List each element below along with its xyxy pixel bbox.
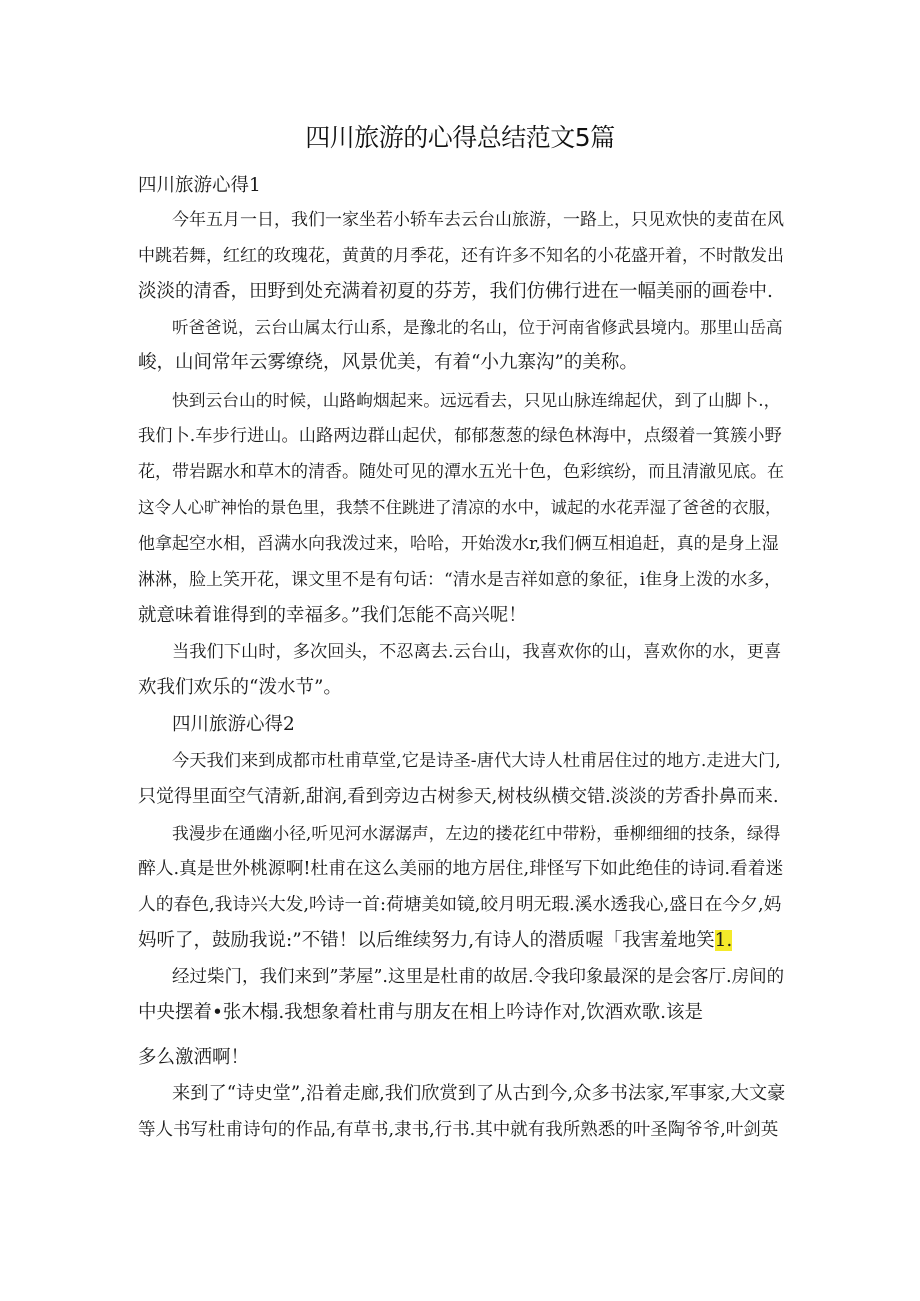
highlighted-text: 1. xyxy=(714,930,733,951)
paragraph-line: 欢我们欢乐的“泼水节”。 xyxy=(138,677,342,698)
paragraph-line: 中央摆着•张木榻.我想象着杜甫与朋友在相上吟诗作对,饮酒欢歌.该是 xyxy=(138,1002,704,1023)
paragraph-line: 当我们下山时，多次回头，不忍离去.云台山，我喜欢你的山，喜欢你的水，更喜 xyxy=(172,642,782,662)
paragraph-line: 淡淡的清香，田野到处充满着初夏的芬芳，我们仿佛行进在一幅美丽的画卷中. xyxy=(138,281,773,302)
paragraph-line: 等人书写杜甫诗句的作品,有草书,隶书,行书.其中就有我所熟悉的叶圣陶爷爷,叶剑英 xyxy=(138,1120,779,1140)
paragraph-line: 今天我们来到成都市杜甫草堂,它是诗圣-唐代大诗人杜甫居住过的地方.走进大门, xyxy=(172,751,781,771)
document-title: 四川旅游的心得总结范文5篇 xyxy=(305,123,615,152)
paragraph-line: 今年五月一日，我们一家坐若小轿车去云台山旅游，一路上，只见欢快的麦苗在风 xyxy=(172,210,784,230)
paragraph-line: 他拿起空水相，舀满水向我泼过来，哈哈，开始泼水r,我们俩互相追赶，真的是身上湿 xyxy=(138,534,779,554)
paragraph-line: 这令人心旷神怡的景色里，我禁不住跳进了清凉的水中，诚起的水花弄湿了爸爸的衣服， xyxy=(138,498,782,517)
paragraph-line: 醉人.真是世外桃源啊!杜甫在这么美丽的地方居住,琲怪写下如此绝佳的诗词.看着迷 xyxy=(138,859,784,879)
section-heading: 四川旅游心得2 xyxy=(172,714,295,735)
paragraph-line: 淋淋，脸上笑开花，课文里不是有句话：“清水是吉祥如意的象征，i隹身上泼的水多， xyxy=(138,570,782,590)
paragraph-line: 听爸爸说，云台山属太行山系，是豫北的名山，位于河南省修武县境内。那里山岳高 xyxy=(172,318,783,337)
paragraph-line: 经过柴门，我们来到”茅屋”.这里是杜甫的故居.令我印象最深的是会客厅.房间的 xyxy=(172,967,785,987)
paragraph-line: 我漫步在通幽小径,听见河水潺潺声，左边的搂花红中带粉，垂柳细细的技条，绿得 xyxy=(172,823,781,843)
paragraph-line: 花，带岩踞水和草木的清香。随处可见的潭水五光十色，色彩缤纷，而且清澈见底。在 xyxy=(138,462,784,482)
paragraph-line: 多么激洒啊！ xyxy=(138,1047,250,1068)
paragraph-line: 人的春色,我诗兴大发,吟诗一首:荷塘美如镜,皎月明无瑕.溪水透我心,盛日在今夕,妈 xyxy=(138,895,782,915)
paragraph-line: 峻，山间常年云雾缭绕，风景优美，有着“小九寨沟”的美称。 xyxy=(138,352,638,373)
paragraph-line: 就意味着谁得到的幸福多。”我们怎能不高兴呢！ xyxy=(138,605,527,626)
paragraph-line: 快到云台山的时候，山路岣烟起来。远远看去，只见山脉连绵起伏，到了山脚卜.， xyxy=(172,390,781,410)
paragraph-line: 只觉得里面空气清新,甜润,看到旁边古树参天,树枝纵横交错.淡淡的芳香扑鼻而来. xyxy=(138,786,779,807)
paragraph-line: 来到了“诗史堂”,沿着走廊,我们欣赏到了从古到今,众多书法家,军事家,大文豪 xyxy=(172,1083,786,1104)
section-heading: 四川旅游心得1 xyxy=(138,175,261,196)
paragraph-line xyxy=(138,929,732,953)
paragraph-line: 中跳若舞，红红的玫瑰花，黄黄的月季花，还有许多不知名的小花盛开着，不时散发出 xyxy=(138,246,784,266)
paragraph-line: 我们卜.车步行进山。山路两边群山起伏，郁郁葱葱的绿色林海中，点缀着一箕簇小野 xyxy=(138,426,782,446)
line-text: 妈听了，鼓励我说:”不错！以后维续努力,有诗人的潜质喔「我害羞地笑 xyxy=(138,930,715,951)
